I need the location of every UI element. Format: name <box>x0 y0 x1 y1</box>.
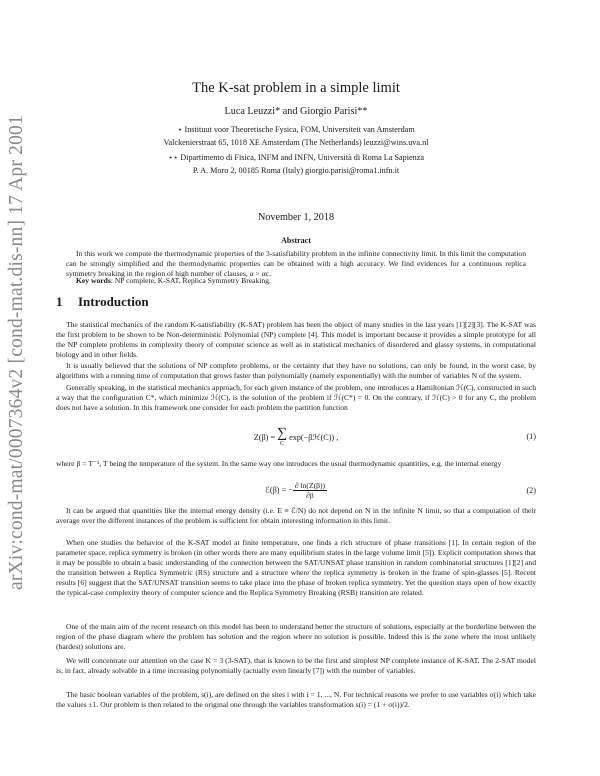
equation-2-formula: ℰ(β) = − $\frac{\partial \ln(Z(\beta))}{\partial\beta}$ <box>264 481 326 500</box>
section-number: 1 <box>56 294 63 309</box>
arxiv-stamp: arXiv:cond-mat/0007364v2 [cond-mat.dis-nn] 17 Apr 2001 <box>6 115 27 590</box>
keywords <box>76 276 536 286</box>
paragraph-8: We will concentrate our attention on the case K = 3 (3-SAT), that is known to be the first and simplest NP complete instance of K-SAT. The 2-SAT model is, in fact, already solvable in a time increasing polynomially (actually even linearly [7]) with the number of variables. <box>56 656 536 676</box>
paragraph-9: The basic boolean variables of the problem, s(i), are defined on the sites i with i = 1, ..., N. For technical reasons we prefer to use variables σ(i) which take the values ±1. Our problem is then related to the original one through the variables transformation s(i) = (1 + σ(i))/2. <box>56 690 536 710</box>
keywords-text: : NP complete, K-SAT, Replica Symmetry Breaking. <box>110 276 271 285</box>
paragraph-4: where β = T⁻¹, T being the temperature of the system. In the same way one introduces the usual thermodynamic quantities, e.g. the internal energy <box>56 459 502 468</box>
affiliation-3: ⋆⋆ Dipartimento di Fisica, INFM and INFN, Università di Roma La Sapienza <box>167 153 425 162</box>
paragraph-7: One of the main aim of the recent research on this model has been to understand better the structure of solutions, especially at the borderline between the region of the phase diagram where the problem has solution and the region where no solution is possible. Indeed this is the zone where the most unlikely (hardest) solutions are. <box>56 622 536 652</box>
abstract-text: In this work we compute the thermodynamic properties of the 3-satisfiability problem in the infinite connectivity limit. In this limit the computation can be strongly simplified and the thermodynamic properties can be obtained with a high accuracy. We find evidences for a continuous replica symmetry breaking in the region of high number of clauses, α > αc. <box>66 249 526 278</box>
affiliation-1: ⋆ Instituut voor Theoretische Fysica, FOM, Universiteit van Amsterdam <box>177 125 415 134</box>
paper-title: The K-sat problem in a simple limit <box>192 80 400 96</box>
paper-date: November 1, 2018 <box>257 212 335 223</box>
section-title: Introduction <box>78 294 149 309</box>
paragraph-2: It is usually believed that the solutions of NP complete problems, or the certainty that they have no solutions, can only be found, in the worst case, by algorithms with a running time of computation that grows faster than polynomially (namely exponentially) with the number of variables N of the system. <box>56 361 536 381</box>
affiliation-4: P. A. Moro 2, 00185 Roma (Italy) giorgio.parisi@roma1.infn.it <box>192 166 400 175</box>
affiliation-2: Valckenierstraat 65, 1018 XE Amsterdam (The Netherlands) leuzzi@wins.uva.nl <box>163 138 429 147</box>
abstract-title: Abstract <box>281 236 311 245</box>
section-heading <box>56 294 149 310</box>
equation-2-number: (2) <box>526 486 536 495</box>
paragraph-3: Generally speaking, in the statistical mechanics approach, for each given instance of the problem, one introduces a Hamiltonian ℋ(C), constructed in such a way that the configuration C*, which minimize ℋ(C), is the solution of the problem if ℋ(C*) = 0. On the contrary, if ℋ(C) > 0 for any C, the problem does not have a solution. In this framework one consider for each problem the partition function <box>56 383 536 413</box>
authors: Luca Leuzzi* and Giorgio Parisi** <box>224 106 368 117</box>
paragraph-6: When one studies the behavior of the K-SAT model at finite temperature, one finds a rich structure of phase transitions [1]. In certain region of the parameter space, replica symmetry is broken (in other words there are many equilibrium states in the large volume limit [5]). Explicit computation shows that it may be possible to obtain a basic understanding of the connection between the SAT/UNSAT phase transition in random combinatorial structures [1][2] and the transition between a Replica Symmetric (RS) structure and a structure where the replica symmetry is broken in the frame of spin-glasses [5]. Recent results [6] suggest that the SAT/UNSAT transition seems to take place into the phase of broken replica symmetry. Yet the question stays open of how exactly the typical-case complexity theory of computer science and the Replica Symmetry Breaking (RSB) transition are related. <box>56 538 536 598</box>
keywords-label: Key words <box>76 276 111 285</box>
paragraph-5: It can be argued that quantities like the internal energy density (i.e. E ≡ ℰ/N) do not depend on N in the infinite N limit, so that a computation of their average over the different instances of the problem is sufficient for obtain interesting information in this limit. <box>56 506 536 526</box>
equation-1-formula: Z(β) = ∑ C exp(−βℋ(C)) , <box>253 426 339 447</box>
paragraph-1: The statistical mechanics of the random K-satisfiability (K-SAT) problem has been the object of many studies in the last years [1][2][3]. The K-SAT was the first problem to be shown to be Non-deterministic Polynomial (NP) complete [4]. This model is important because it provides a simple prototype for all the NP complete problems in complexity theory of computer science as well as in statistical mechanics of disordered and glassy systems, in computational biology and in other fields. <box>56 320 536 360</box>
equation-1-number: (1) <box>526 432 536 441</box>
